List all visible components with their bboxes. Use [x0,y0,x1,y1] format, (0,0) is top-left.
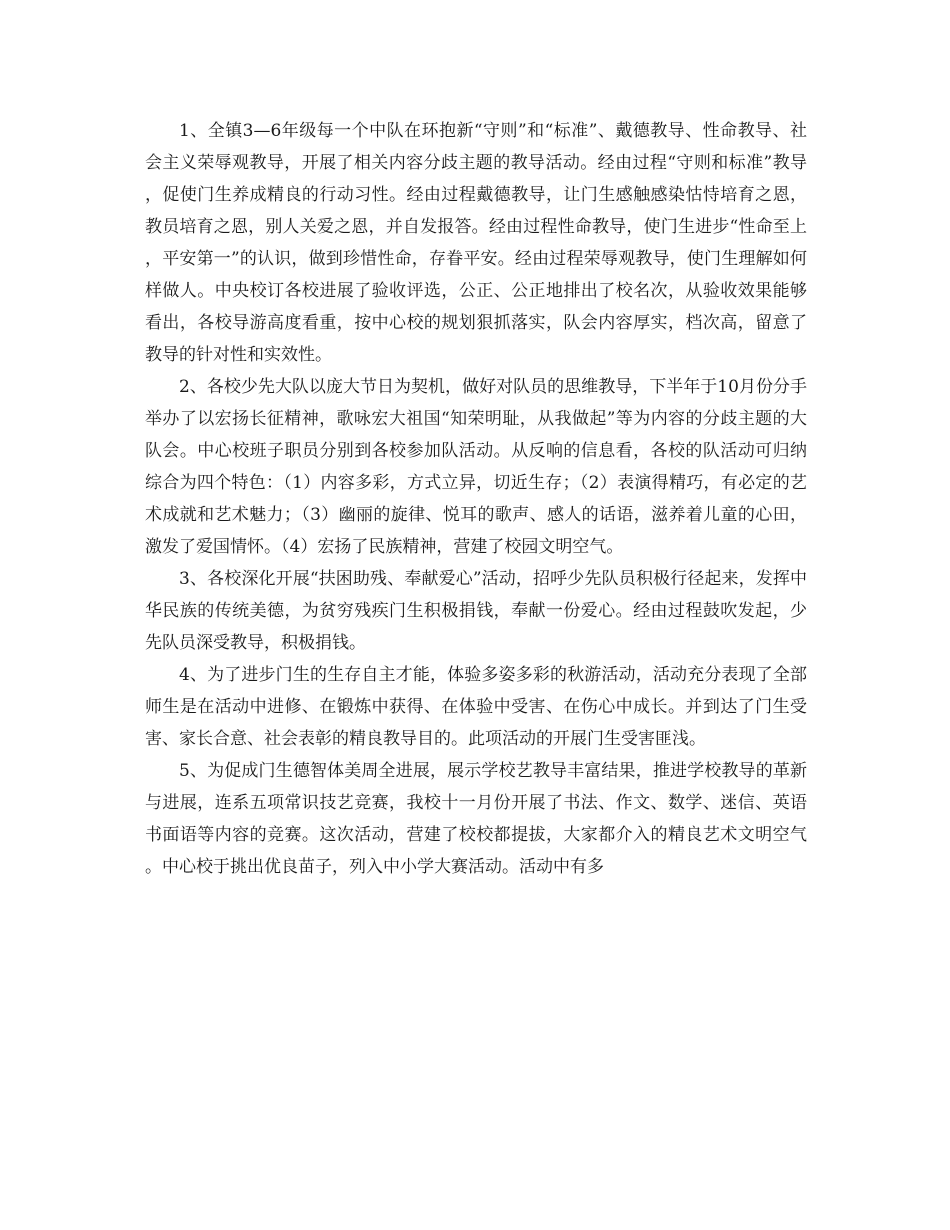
document-body [145,115,807,883]
paragraph-1: 1、全镇3—6年级每一个中队在环抱新“守则”和“标准”、戴德教导、性命教导、社会主义荣辱观教导，开展了相关内容分歧主题的教导活动。经由过程“守则和标准”教导，促使门生养成精良的行动习性。经由过程戴德教导，让门生感触感染怙恃培育之恩，教员培育之恩，别人关爱之恩，并自发报答。经由过程性命教导，使门生进步“性命至上，平安第一”的认识，做到珍惜性命，存眷平安。经由过程荣辱观教导，使门生理解如何样做人。中央校订各校进展了验收评选，公正、公正地排出了校名次，从验收效果能够看出，各校导游高度看重，按中心校的规划狠抓落实，队会内容厚实，档次高，留意了教导的针对性和实效性。 [145,121,807,365]
paragraph-2: 2、各校少先大队以庞大节日为契机，做好对队员的思维教导，下半年于10月份分手举办了以宏扬长征精神，歌咏宏大祖国“知荣明耻，从我做起”等为内容的分歧主题的大队会。中心校班子职员分别到各校参加队活动。从反响的信息看，各校的队活动可归纳综合为四个特色：（1）内容多彩，方式立异，切近生存；（2）表演得精巧，有必定的艺术成就和艺术魅力；（3）幽丽的旋律、悦耳的歌声、感人的话语，滋养着儿童的心田，激发了爱国情怀。（4）宏扬了民族精神，营建了校园文明空气。 [145,377,807,557]
paragraph-4: 4、为了进步门生的生存自主才能，体验多姿多彩的秋游活动，活动充分表现了全部师生是在活动中进修、在锻炼中获得、在体验中受害、在伤心中成长。并到达了门生受害、家长合意、社会表彰的精良教导目的。此项活动的开展门生受害匪浅。 [145,665,807,749]
paragraph-5: 5、为促成门生德智体美周全进展，展示学校艺教导丰富结果，推进学校教导的革新与进展，连系五项常识技艺竞赛，我校十一月份开展了书法、作文、数学、迷信、英语书面语等内容的竞赛。这次活动，营建了校校都提拔，大家都介入的精良艺术文明空气。中心校于挑出优良苗子，列入中小学大赛活动。活动中有多 [145,761,807,877]
paragraph-3: 3、各校深化开展“扶困助残、奉献爱心”活动，招呼少先队员积极行径起来，发挥中华民族的传统美德，为贫穷残疾门生积极捐钱，奉献一份爱心。经由过程鼓吹发起，少先队员深受教导，积极捐钱。 [145,569,807,653]
